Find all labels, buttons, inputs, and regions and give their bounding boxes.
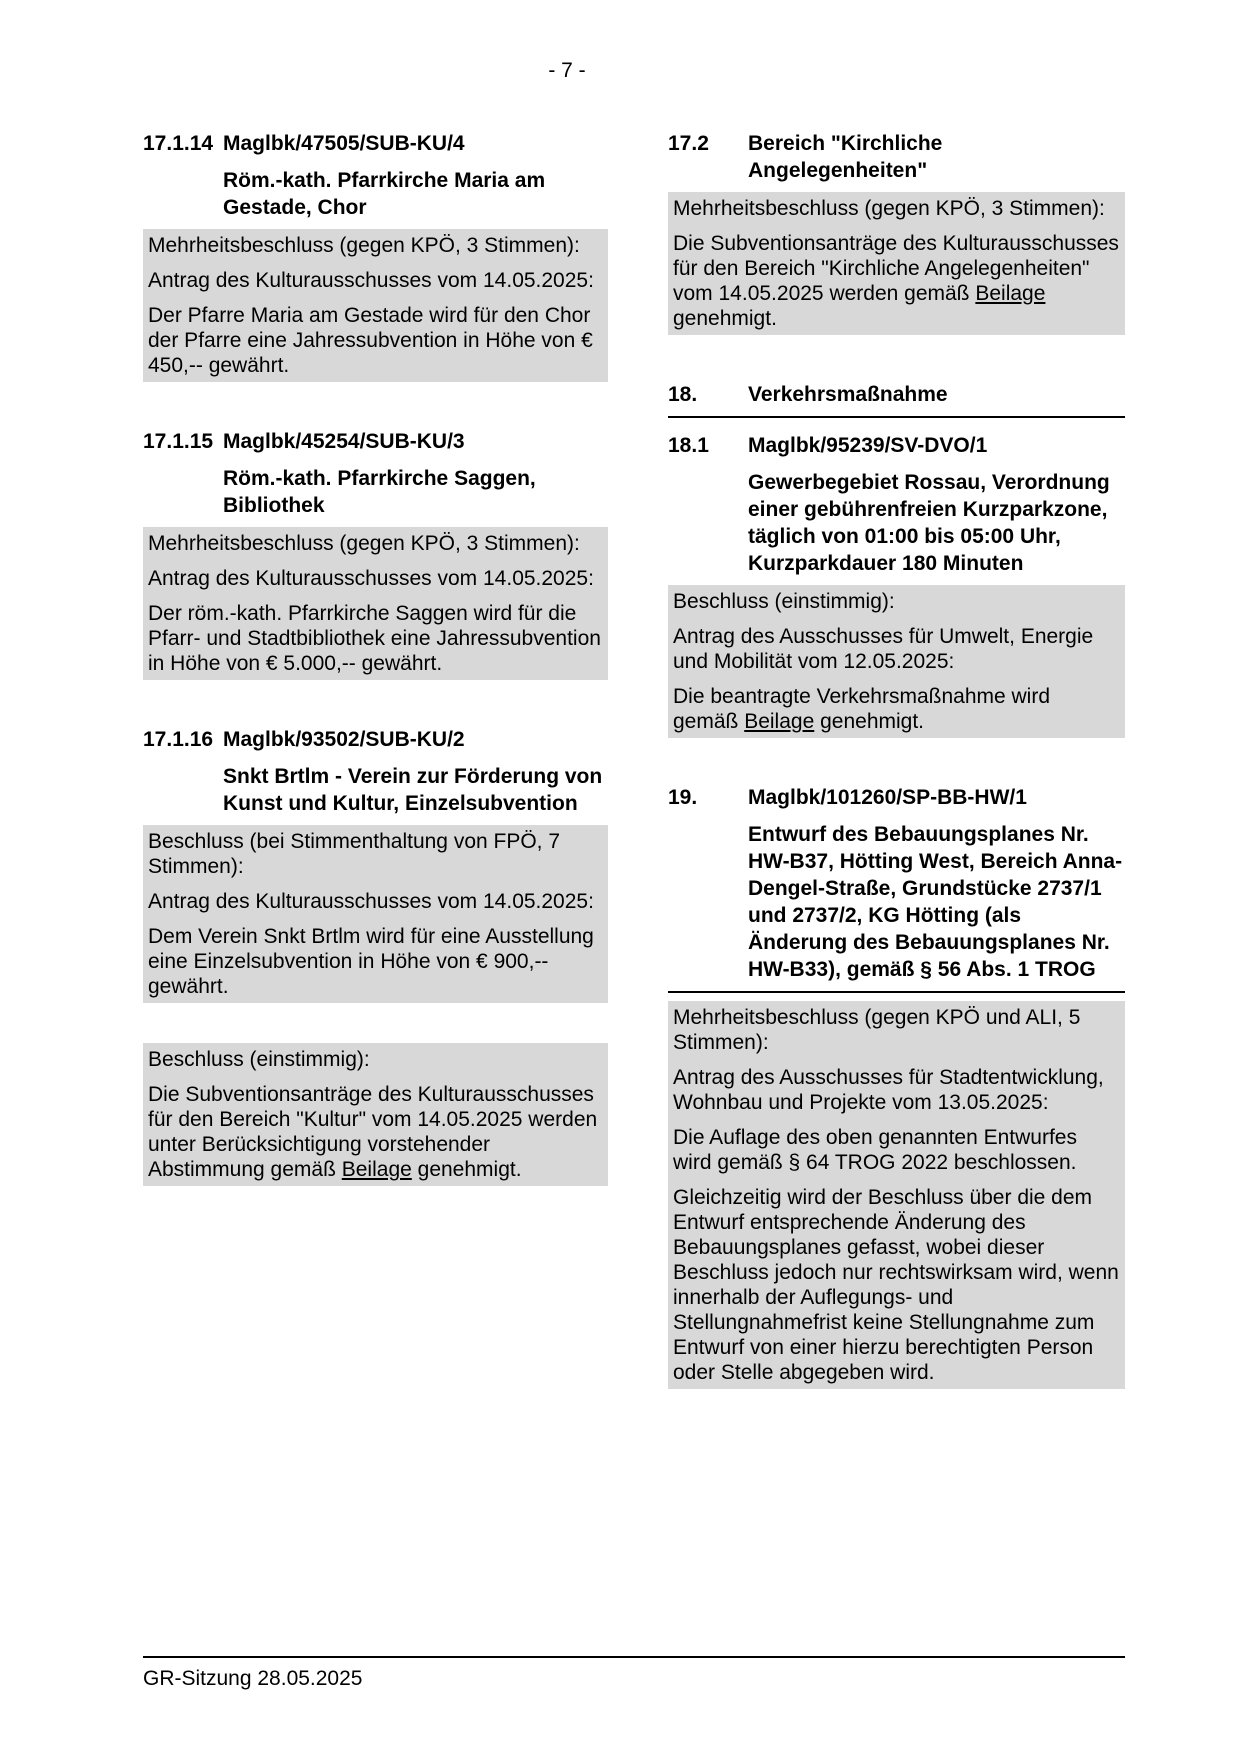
decision-paragraph: Dem Verein Snkt Brtlm wird für eine Ausstellung eine Einzelsubvention in Höhe von € 900,-- gewährt. [148,925,594,998]
decision-box [668,192,1125,335]
item-number: 17.1.14 [143,132,214,155]
decision-paragraph: Die beantragte Verkehrsmaßnahme wird gemäß Beilage genehmigt. [673,685,1051,733]
item-number: 18. [668,383,698,406]
decision-paragraph: Antrag des Kulturausschusses vom 14.05.2025: [148,567,594,590]
decision-paragraph: Der röm.-kath. Pfarrkirche Saggen wird für die Pfarr- und Stadtbibliothek eine Jahressubvention in Höhe von € 5.000,-- gewährt. [148,602,601,675]
heading-row [668,432,1125,459]
item-code: Maglbk/93502/SUB-KU/2 [223,728,465,751]
decision-paragraph: Mehrheitsbeschluss (gegen KPÖ, 3 Stimmen): [148,532,580,555]
item-number: 17.1.15 [143,430,214,453]
decision-paragraph: Der Pfarre Maria am Gestade wird für den Chor der Pfarre eine Jahressubvention in Höhe von € 450,-- gewährt. [148,304,593,377]
decision-paragraph: Die Subventionsanträge des Kulturausschusses für den Bereich "Kultur" vom 14.05.2025 werden unter Berücksichtigung vorstehender Abstimmung gemäß Beilage genehmigt. [148,1083,598,1181]
heading-row [668,381,1125,408]
item-title: Röm.-kath. Pfarrkirche Maria am Gestade, Chor [223,169,546,219]
item-title: Entwurf des Bebauungsplanes Nr. HW-B37, Hötting West, Bereich Anna-Dengel-Straße, Grundstücke 2737/1 und 2737/2, KG Hötting (als Änderung des Bebauungsplanes Nr. HW-B33), gemäß § 56 Abs. 1 TROG [748,823,1123,981]
decision-paragraph: Gleichzeitig wird der Beschluss über die dem Entwurf entsprechende Änderung des Bebauungsplanes gefasst, wobei dieser Beschluss jedoch nur rechtswirksam wird, wenn innerhalb der Auflegungs- und Stellungnahmefrist keine Stellungnahme zum Entwurf von einer hierzu berechtigten Person oder Stelle abgegeben wird. [673,1186,1119,1384]
agenda-item-heading [668,784,1125,993]
item-title: Gewerbegebiet Rossau, Verordnung einer gebührenfreien Kurzparkzone, täglich von 01:00 bis 05:00 Uhr, Kurzparkdauer 180 Minuten [748,471,1110,575]
right-column [668,130,1125,1389]
left-column [143,130,608,1186]
decision-paragraph: Beschluss (bei Stimmenthaltung von FPÖ, 7 Stimmen): [148,830,561,878]
section-heading [668,381,1125,418]
decision-box [143,527,608,680]
decision-box [668,585,1125,738]
item-code: Maglbk/101260/SP-BB-HW/1 [748,786,1027,809]
decision-box [668,1001,1125,1389]
heading-row [143,130,608,157]
decision-box [143,229,608,382]
item-number: 17.1.16 [143,728,214,751]
agenda-item-heading [143,130,608,221]
item-number: 19. [668,786,698,809]
heading-row [143,428,608,455]
decision-paragraph: Mehrheitsbeschluss (gegen KPÖ, 3 Stimmen): [148,234,580,257]
item-code: Maglbk/95239/SV-DVO/1 [748,434,988,457]
heading-row [668,784,1125,811]
item-number: 18.1 [668,434,709,457]
decision-box [143,1043,608,1186]
decision-box [143,825,608,1003]
decision-paragraph: Antrag des Kulturausschusses vom 14.05.2025: [148,269,594,292]
agenda-item-heading [668,432,1125,577]
beilage-reference: Beilage [744,710,815,733]
footer-divider [143,1656,1125,1658]
decision-paragraph: Antrag des Kulturausschusses vom 14.05.2025: [148,890,594,913]
heading-row [143,726,608,753]
beilage-reference: Beilage [975,282,1046,305]
item-code: Maglbk/45254/SUB-KU/3 [223,430,465,453]
page-number: - 7 - [548,59,586,82]
item-title: Röm.-kath. Pfarrkirche Saggen, Bibliothek [223,467,536,517]
item-title: Verkehrsmaßnahme [748,383,948,406]
item-title: Bereich "Kirchliche Angelegenheiten" [748,132,943,182]
agenda-item-heading [668,130,1125,184]
item-number: 17.2 [668,132,709,155]
decision-paragraph: Beschluss (einstimmig): [148,1048,370,1071]
item-title: Snkt Brtlm - Verein zur Förderung von Kunst und Kultur, Einzelsubvention [223,765,603,815]
footer-text: GR-Sitzung 28.05.2025 [143,1667,363,1690]
agenda-item-heading [143,726,608,817]
decision-paragraph: Antrag des Ausschusses für Umwelt, Energie und Mobilität vom 12.05.2025: [673,625,1094,673]
agenda-item-heading [143,428,608,519]
beilage-reference: Beilage [341,1158,412,1181]
decision-paragraph: Mehrheitsbeschluss (gegen KPÖ und ALI, 5 Stimmen): [673,1006,1081,1054]
decision-paragraph: Mehrheitsbeschluss (gegen KPÖ, 3 Stimmen): [673,197,1105,220]
decision-paragraph: Die Auflage des oben genannten Entwurfes wird gemäß § 64 TROG 2022 beschlossen. [673,1126,1077,1174]
item-code: Maglbk/47505/SUB-KU/4 [223,132,465,155]
decision-paragraph: Antrag des Ausschusses für Stadtentwicklung, Wohnbau und Projekte vom 13.05.2025: [673,1066,1104,1114]
decision-paragraph: Beschluss (einstimmig): [673,590,895,613]
decision-paragraph: Die Subventionsanträge des Kulturausschusses für den Bereich "Kirchliche Angelegenheiten" vom 14.05.2025 werden gemäß Beilage genehmigt. [673,232,1119,330]
heading-row [668,130,1125,184]
